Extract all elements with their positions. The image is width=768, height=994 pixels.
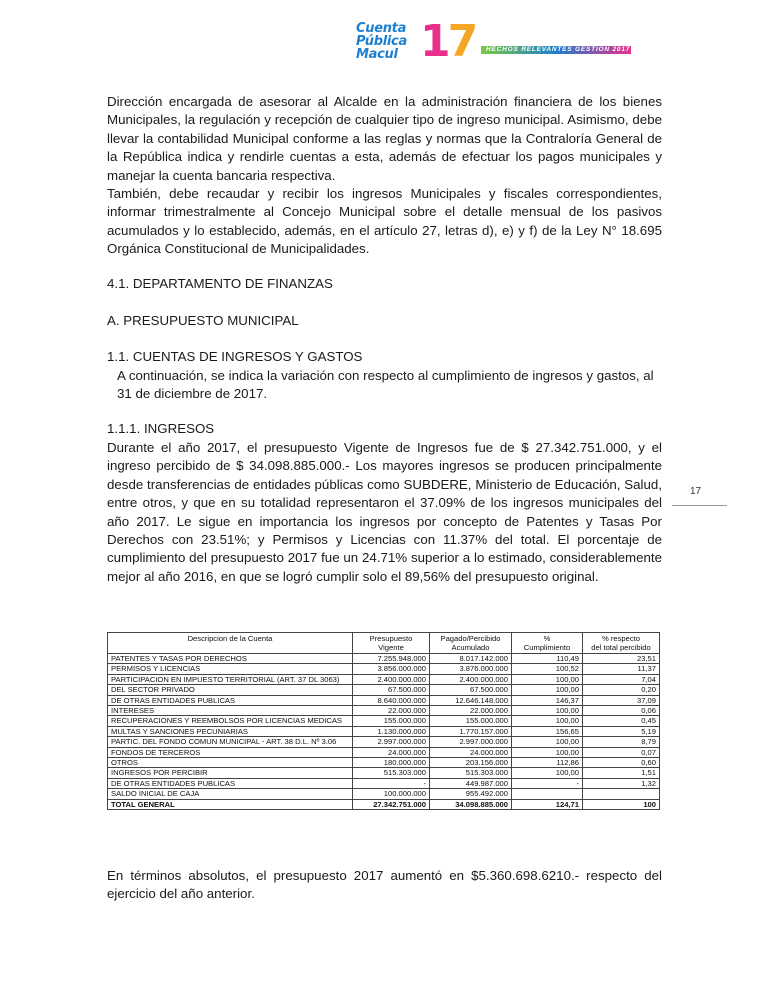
table-cell: 100,00: [512, 768, 583, 778]
table-cell: 12.646.148.000: [430, 695, 512, 705]
table-row: [108, 664, 660, 674]
heading-ingresos: 1.1.1. INGRESOS: [107, 421, 215, 436]
table-cell: DEL SECTOR PRIVADO: [108, 685, 353, 695]
table-header-line: Descripcion de la Cuenta: [187, 634, 273, 643]
table-cell: 0,06: [583, 706, 660, 716]
table-cell: 100.000.000: [353, 789, 430, 799]
table-header-line: [110, 643, 350, 652]
page-number: 17: [690, 486, 702, 497]
table-cell: TOTAL GENERAL: [108, 799, 353, 809]
table-row: [108, 695, 660, 705]
table-row: [108, 758, 660, 768]
table-cell: 67.500.000: [430, 685, 512, 695]
table-row: [108, 654, 660, 664]
table-cell: -: [353, 778, 430, 788]
ingresos-paragraph: Durante el año 2017, el presupuesto Vigente de Ingresos fue de $ 27.342.751.000, y el ingreso percibido de $ 34.098.885.000.- Los mayores ingresos se producen principalmente desde transferencias de entidades públicas como SUBDERE, Ministerio de Educación, Salud, entre otros, y que en su totalidad representaron el 37.09% de los ingresos municipales del año 2017. Le sigue en importancia los ingresos por concepto de Patentes y Tasas Por Derechos con 23.51%; y Permisos y Licencias con 11.37% del total. El porcentaje de cumplimiento del presupuesto 2017 fue un 24.71% superior a lo estimado, considerablemente mejor al año 2016, en que se logró cumplir solo el 89,56% del presupuesto original.: [107, 440, 662, 584]
closing-paragraph: En términos absolutos, el presupuesto 2017 aumentó en $5.360.698.6210.- respecto del ejercicio del año anterior.: [107, 868, 662, 902]
table-cell: 100,00: [512, 737, 583, 747]
table-cell: 100: [583, 799, 660, 809]
table-row: [108, 726, 660, 736]
table-cell: 11,37: [583, 664, 660, 674]
table-cell: 2.997.000.000: [353, 737, 430, 747]
table-cell: 110,49: [512, 654, 583, 664]
intro-paragraph-2: También, debe recaudar y recibir los ingresos Municipales y fiscales correspondientes, informar trimestralmente al Concejo Municipal sobre el detalle mensual de los pasivos acumulados y lo establecido, además, en el artículo 27, letras d), e) y f) de la Ley N° 18.695 Orgánica Constitucional de Municipalidades.: [107, 186, 662, 257]
table-cell: FONDOS DE TERCEROS: [108, 747, 353, 757]
heading-departamento-finanzas: 4.1. DEPARTAMENTO DE FINANZAS: [107, 276, 333, 291]
table-cell: 0,07: [583, 747, 660, 757]
table-header-line: Cumplimiento: [523, 643, 571, 652]
table-header-line: del total percibido: [591, 643, 651, 652]
table-cell: 2.400.000.000: [353, 674, 430, 684]
table-header-line: Presupuesto: [369, 634, 413, 643]
logo-subtitle: HECHOS RELEVANTES GESTION 2017: [486, 46, 631, 53]
table-cell: 124,71: [512, 799, 583, 809]
table-cell: 100,00: [512, 716, 583, 726]
table-cell: 23,51: [583, 654, 660, 664]
table-header-line: Pagado/Percibido: [440, 634, 501, 643]
table-row: [108, 747, 660, 757]
table-cell: 8.640.000.000: [353, 695, 430, 705]
table-cell: 7,04: [583, 674, 660, 684]
table-cell: 1.130.000.000: [353, 726, 430, 736]
table-cell: 0,20: [583, 685, 660, 695]
table-cell: PATENTES Y TASAS POR DERECHOS: [108, 654, 353, 664]
table-cell: 27.342.751.000: [353, 799, 430, 809]
logo-year-number: [420, 16, 475, 67]
table-header-cell: [512, 633, 583, 654]
table-cell: 34.098.885.000: [430, 799, 512, 809]
table-cell: 449.987.000: [430, 778, 512, 788]
table-cell: 8,79: [583, 737, 660, 747]
table-header-cell: [353, 633, 430, 654]
table-cell: 22.000.000: [353, 706, 430, 716]
cuenta-publica-logo: [356, 16, 636, 72]
table-header-line: % respecto: [602, 634, 640, 643]
logo-digit-7: 7: [447, 16, 476, 67]
heading-presupuesto-municipal: A. PRESUPUESTO MUNICIPAL: [107, 313, 299, 328]
table-cell: PARTIC. DEL FONDO COMUN MUNICIPAL - ART. 38 D.L. Nº 3.06: [108, 737, 353, 747]
table-row: [108, 716, 660, 726]
table-cell: [512, 789, 583, 799]
table-cell: SALDO INICIAL DE CAJA: [108, 789, 353, 799]
table-cell: 100,00: [512, 685, 583, 695]
table-header-line: Acumulado: [451, 643, 490, 652]
logo-line-3: Macul: [356, 47, 398, 62]
page-number-rule: [672, 505, 727, 506]
table-cell: 955.492.000: [430, 789, 512, 799]
table-cell: 37,09: [583, 695, 660, 705]
logo-line-1: Cuenta: [356, 21, 407, 36]
table-cell: 1,51: [583, 768, 660, 778]
table-cell: DE OTRAS ENTIDADES PUBLICAS: [108, 778, 353, 788]
ingresos-table: [107, 632, 660, 810]
table-cell: 155.000.000: [353, 716, 430, 726]
table-row: [108, 768, 660, 778]
table-cell: 100,00: [512, 674, 583, 684]
heading-cuentas-ingresos-gastos: 1.1. CUENTAS DE INGRESOS Y GASTOS: [107, 349, 363, 364]
table-cell: 515.303.000: [430, 768, 512, 778]
table-cell: 0,60: [583, 758, 660, 768]
table-cell: INTERESES: [108, 706, 353, 716]
table-cell: 24.000.000: [430, 747, 512, 757]
table-cell: 156,65: [512, 726, 583, 736]
table-cell: 180.000.000: [353, 758, 430, 768]
table-cell: 155.000.000: [430, 716, 512, 726]
table-row: [108, 778, 660, 788]
table-header-cell: [430, 633, 512, 654]
logo-line-2: Pública: [356, 34, 407, 49]
table-header-line: %: [543, 634, 551, 643]
table-cell: MULTAS Y SANCIONES PECUNIARIAS: [108, 726, 353, 736]
table-row: [108, 789, 660, 799]
logo-wordmark: [356, 22, 407, 61]
table-cell: 146,37: [512, 695, 583, 705]
table-row: [108, 706, 660, 716]
table-total-row: [108, 799, 660, 809]
table-cell: 1.770.157.000: [430, 726, 512, 736]
table-cell: PARTICIPACION EN IMPUESTO TERRITORIAL (ART. 37 DL 3063): [108, 674, 353, 684]
table-cell: 67.500.000: [353, 685, 430, 695]
table-cell: 7.255.948.000: [353, 654, 430, 664]
table-cell: 3.876.000.000: [430, 664, 512, 674]
table-cell: [583, 789, 660, 799]
table-cell: 8.017.142.000: [430, 654, 512, 664]
table-cell: 100,00: [512, 706, 583, 716]
table-cell: PERMISOS Y LICENCIAS: [108, 664, 353, 674]
table-cell: 100,52: [512, 664, 583, 674]
table-cell: 112,86: [512, 758, 583, 768]
table-cell: RECUPERACIONES Y REEMBOLSOS POR LICENCIAS MEDICAS: [108, 716, 353, 726]
logo-digit-1: 1: [420, 16, 448, 67]
table-header-cell: [108, 633, 353, 654]
table-header-line: Vigente: [378, 643, 404, 652]
table-cell: 100,00: [512, 747, 583, 757]
table-cell: OTROS: [108, 758, 353, 768]
table-header-row: [108, 633, 660, 654]
table-cell: 5,19: [583, 726, 660, 736]
intro-paragraph-1: Dirección encargada de asesorar al Alcalde en la administración financiera de los bienes Municipales, la regulación y recepción de cualquier tipo de ingreso municipal. Asimismo, debe llevar la contabilidad Municipal conforme a las reglas y normas que la Contraloría General de la República indica y rendirle cuentas a esta, además de efectuar los pagos municipales y manejar la cuenta bancaria respectiva.: [107, 94, 662, 183]
table-cell: -: [512, 778, 583, 788]
table-cell: 1,32: [583, 778, 660, 788]
table-cell: 0,45: [583, 716, 660, 726]
table-cell: 203.156.000: [430, 758, 512, 768]
table-row: [108, 737, 660, 747]
table-header-cell: [583, 633, 660, 654]
cuentas-paragraph: A continuación, se indica la variación con respecto al cumplimiento de ingresos y gastos, al 31 de diciembre de 2017.: [117, 368, 654, 402]
table-cell: 24.000.000: [353, 747, 430, 757]
table-cell: INGRESOS POR PERCIBIR: [108, 768, 353, 778]
table-cell: 2.997.000.000: [430, 737, 512, 747]
table-cell: 22.000.000: [430, 706, 512, 716]
table-cell: 515.303.000: [353, 768, 430, 778]
table-cell: 2.400.000.000: [430, 674, 512, 684]
table-row: [108, 674, 660, 684]
table-cell: DE OTRAS ENTIDADES PUBLICAS: [108, 695, 353, 705]
table-row: [108, 685, 660, 695]
table-cell: 3.856.000.000: [353, 664, 430, 674]
